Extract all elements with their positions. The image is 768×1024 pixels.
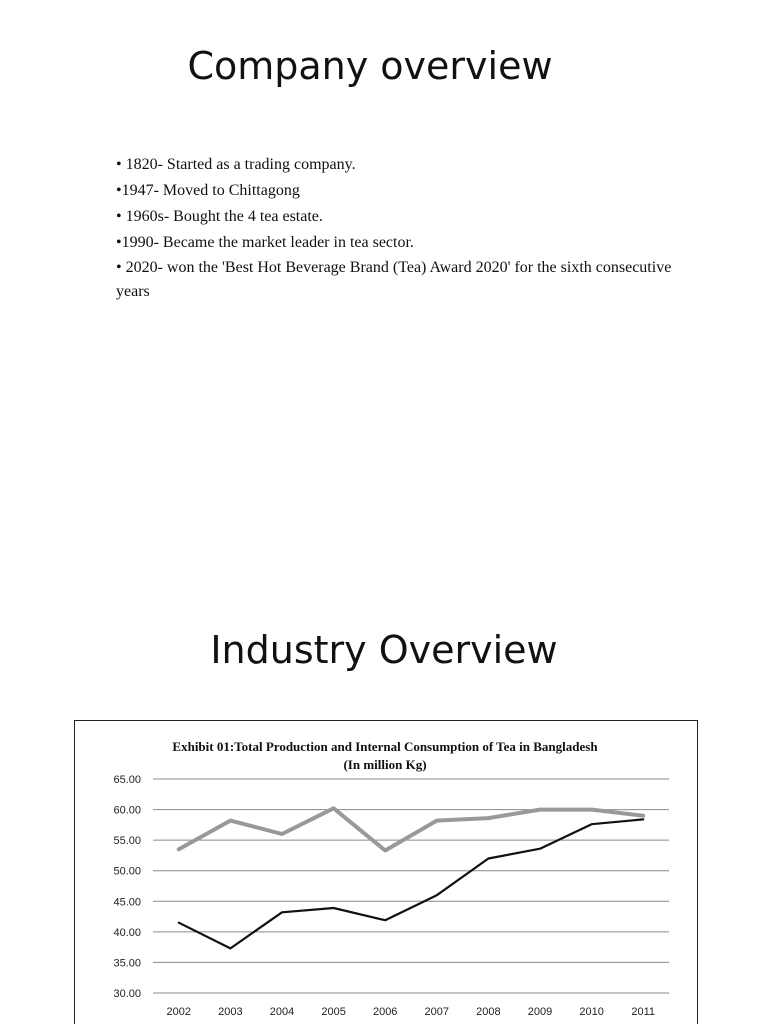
x-axis-labels <box>167 1006 655 1018</box>
chart-canvas <box>75 721 699 1024</box>
y-tick-label: 55.00 <box>113 835 141 848</box>
y-tick-label: 35.00 <box>113 957 141 970</box>
x-tick-label: 2003 <box>218 1006 243 1018</box>
company-history-list <box>116 152 676 304</box>
industry-overview-title: Industry Overview <box>210 628 558 672</box>
x-tick-label: 2008 <box>476 1006 501 1018</box>
company-overview-title: Company overview <box>187 44 553 88</box>
y-tick-label: 40.00 <box>113 926 141 939</box>
x-tick-label: 2007 <box>424 1006 450 1018</box>
y-tick-label: 65.00 <box>113 774 141 786</box>
series-line-black <box>179 819 643 948</box>
x-tick-label: 2002 <box>166 1006 192 1018</box>
list-item: • 2020- won the 'Best Hot Beverage Brand (Tea) Award 2020' for the sixth consecutive years <box>116 259 672 300</box>
y-tick-label: 50.00 <box>113 865 141 878</box>
chart-subtitle: (In million Kg) <box>343 757 427 772</box>
y-tick-label: 45.00 <box>113 896 141 909</box>
list-item: • 1820- Started as a trading company. <box>116 156 356 173</box>
x-tick-label: 2010 <box>579 1006 604 1018</box>
list-item: • 1960s- Bought the 4 tea estate. <box>116 208 323 225</box>
list-item: •1947- Moved to Chittagong <box>116 182 300 199</box>
x-tick-label: 2009 <box>527 1006 553 1018</box>
y-axis-labels <box>113 774 141 1000</box>
y-tick-label: 30.00 <box>113 988 141 1000</box>
list-item: •1990- Became the market leader in tea sector. <box>116 234 414 251</box>
series-line-gray <box>179 808 643 850</box>
x-tick-label: 2011 <box>631 1006 656 1018</box>
tea-production-chart <box>74 720 698 1024</box>
series-lines <box>179 808 644 948</box>
chart-title: Exhibit 01:Total Production and Internal Consumption of Tea in Bangladesh <box>172 739 598 754</box>
x-tick-label: 2004 <box>269 1006 295 1018</box>
x-tick-label: 2005 <box>321 1006 346 1018</box>
y-tick-label: 60.00 <box>113 804 141 817</box>
x-tick-label: 2006 <box>372 1006 398 1018</box>
